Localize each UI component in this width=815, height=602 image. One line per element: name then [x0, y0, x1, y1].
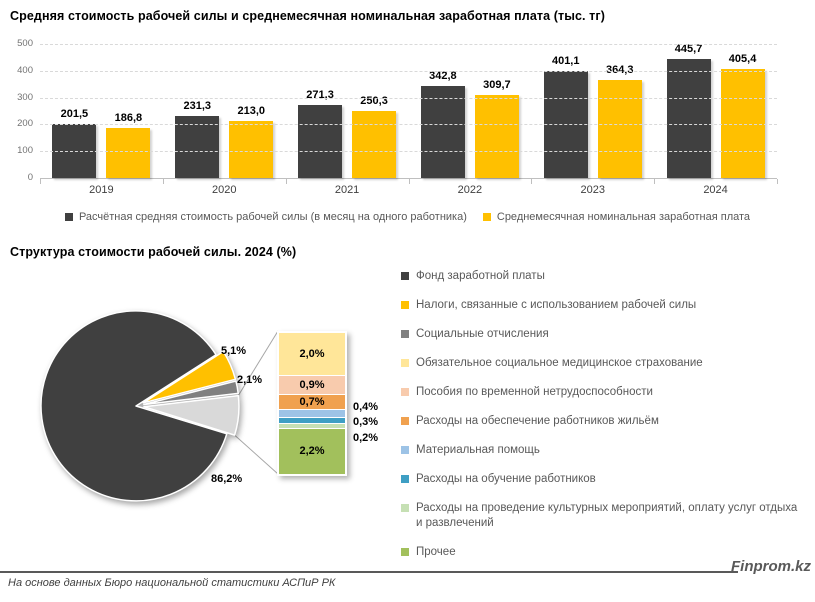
pie-legend-item	[401, 269, 805, 284]
pie-legend-item	[401, 327, 805, 342]
bar-value-label: 309,7	[483, 79, 511, 91]
x-axis-label: 2023	[580, 184, 605, 196]
gridline	[40, 151, 777, 152]
pie-legend-item	[401, 414, 805, 429]
bar-nominal-wage	[598, 64, 642, 178]
pie-legend-item-label: Расходы на проведение культурных мероприятий, оплату услуг отдыха и развлечений	[416, 502, 798, 529]
legend-item	[483, 211, 750, 223]
bar-value-label: 342,8	[429, 70, 457, 83]
segment-value-label: 0,4%	[353, 401, 379, 413]
bar-chart-legend	[0, 211, 815, 223]
pie-section	[0, 255, 815, 569]
brand-logo-text: Finprom.kz	[730, 558, 811, 575]
stacked-bar-segment	[279, 428, 345, 474]
y-axis-tick-label: 500	[17, 38, 33, 49]
x-axis-tick	[777, 179, 778, 184]
legend-item-label: Расчётная средняя стоимость рабочей силы (в месяц на одного работника)	[78, 211, 467, 223]
stacked-bar-segment	[279, 394, 345, 409]
segment-value-label: 0,9%	[299, 379, 325, 392]
bar-labor-cost	[298, 89, 342, 178]
pie-legend-item-label: Материальная помощь	[416, 444, 540, 456]
breakout-connector-line	[235, 435, 278, 474]
legend-marker	[65, 213, 73, 221]
bar-labor-cost	[667, 42, 711, 178]
legend-marker	[401, 417, 409, 425]
legend-marker	[401, 475, 409, 483]
legend-marker	[401, 446, 409, 454]
segment-value-label: 0,3%	[353, 416, 379, 428]
pie-legend-item-label: Прочее	[416, 546, 456, 558]
legend-marker	[401, 548, 409, 556]
breakout-stacked-bar	[277, 331, 347, 476]
y-axis-tick-label: 0	[27, 172, 33, 183]
x-axis-label: 2021	[334, 184, 360, 196]
bar-value-label: 401,1	[551, 54, 580, 67]
stacked-bar-segment	[279, 409, 345, 417]
pie-legend-item	[401, 443, 805, 458]
pie-slices-group	[41, 311, 239, 501]
pie-legend-item	[401, 385, 805, 400]
x-axis-label: 2020	[212, 184, 237, 196]
y-axis-tick-label: 300	[17, 91, 33, 103]
pie-legend-item-label: Расходы на обеспечение работников жильём	[416, 415, 659, 427]
footer-divider	[0, 571, 738, 573]
bar-chart-plot-area	[40, 44, 777, 178]
pie-slice-label: 86,2%	[211, 473, 243, 485]
legend-item-label: Среднемесячная номинальная заработная плата	[496, 211, 751, 223]
bar-group	[408, 44, 531, 178]
y-axis-tick-label: 200	[17, 118, 33, 130]
segment-value-label: 0,7%	[299, 395, 325, 408]
bar-value-label: 445,7	[674, 42, 703, 55]
bar-chart-title: Средняя стоимость рабочей силы и среднемесячная номинальная заработная плата (тыс. тг)	[10, 9, 605, 23]
gridline	[40, 71, 777, 72]
segment-value-label: 2,2%	[299, 445, 325, 458]
bar-nominal-wage	[352, 94, 396, 178]
pie-legend-item	[401, 356, 805, 371]
segment-value-label: 0,2%	[353, 432, 379, 444]
bar-value-label: 213,0	[237, 104, 265, 117]
segment-value-label: 2,0%	[299, 348, 325, 361]
bar-group	[40, 44, 163, 178]
legend-item	[65, 211, 467, 223]
x-axis-label: 2019	[89, 184, 114, 196]
bar-value-label: 364,3	[605, 64, 634, 77]
bar-value-label: 250,3	[360, 94, 388, 107]
pie-legend-item-label: Пособия по временной нетрудоспособности	[416, 386, 653, 398]
y-axis-tick-label: 400	[17, 64, 33, 76]
legend-marker	[401, 301, 409, 309]
pie-chart-title: Структура стоимости рабочей силы. 2024 (%)	[10, 245, 297, 259]
pie-legend-item-label: Социальные отчисления	[416, 328, 549, 340]
legend-marker	[401, 272, 409, 280]
bar-value-label: 271,3	[306, 89, 334, 102]
pie-legend-item	[401, 298, 805, 313]
legend-marker	[401, 504, 409, 512]
pie-legend-item	[401, 501, 805, 531]
bar-chart-bars	[40, 44, 777, 178]
legend-marker	[401, 359, 409, 367]
source-note: На основе данных Бюро национальной статистики АСПиР РК	[8, 577, 336, 589]
pie-slice-label: 5,1%	[221, 345, 247, 357]
bar-nominal-wage	[229, 104, 273, 178]
pie-legend-item-label: Расходы на обучение работников	[416, 473, 596, 485]
pie-legend-item	[401, 472, 805, 487]
bar-value-label: 405,4	[728, 53, 757, 66]
stacked-bar-segment	[279, 375, 345, 394]
bar-value-label: 231,3	[183, 100, 211, 112]
pie-legend-item-label: Обязательное социальное медицинское страхование	[416, 357, 703, 369]
pie-legend-item-label: Фонд заработной платы	[416, 270, 545, 282]
stacked-bar-segment	[279, 333, 345, 375]
x-axis-label: 2022	[457, 184, 483, 196]
legend-marker	[401, 330, 409, 338]
bar-group	[286, 44, 409, 178]
bar-value-label: 186,8	[114, 111, 143, 124]
gridline	[40, 124, 777, 125]
legend-marker	[401, 388, 409, 396]
y-axis-tick-label: 100	[17, 145, 33, 157]
x-axis-label: 2024	[703, 184, 728, 196]
pie-slice-label: 2,1%	[237, 374, 263, 386]
gridline	[40, 98, 777, 99]
bar-nominal-wage	[106, 111, 150, 178]
pie-chart-legend	[401, 269, 805, 574]
gridline	[40, 44, 777, 45]
bar-chart-x-axis	[40, 184, 777, 196]
bar-nominal-wage	[475, 79, 519, 178]
bar-group	[163, 44, 286, 178]
bar-value-label: 201,5	[60, 108, 89, 120]
legend-marker	[483, 213, 491, 221]
bar-group	[654, 44, 777, 178]
pie-legend-item-label: Налоги, связанные с использованием рабочей силы	[416, 299, 697, 311]
bar-group	[531, 44, 654, 178]
bar-labor-cost	[421, 70, 465, 178]
